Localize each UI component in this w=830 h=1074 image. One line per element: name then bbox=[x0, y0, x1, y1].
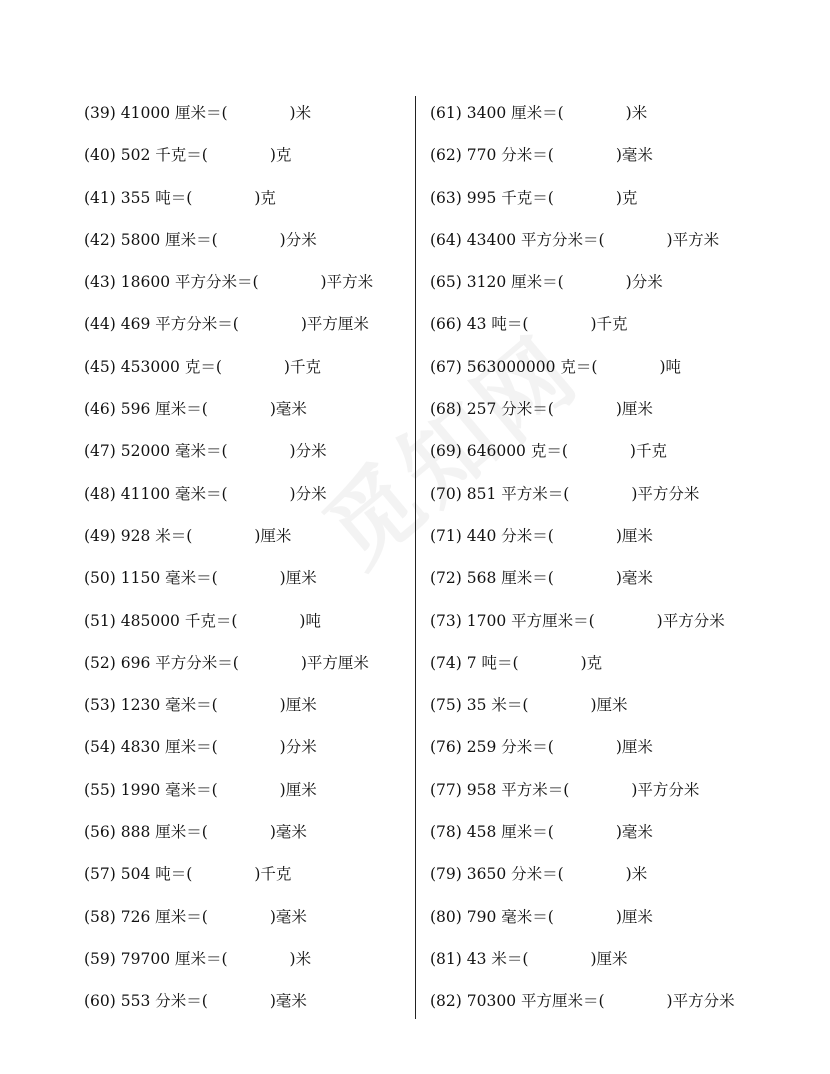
target-unit: 毫米 bbox=[621, 569, 653, 588]
target-unit: 米 bbox=[295, 949, 312, 968]
target-unit: 克 bbox=[586, 653, 603, 672]
exercise-expression: (67) 563000000 克＝( bbox=[430, 357, 598, 376]
target-unit: 平方米 bbox=[672, 230, 720, 249]
exercise-row bbox=[84, 642, 424, 684]
exercise-row bbox=[430, 134, 770, 176]
exercise-expression: (62) 770 分米＝( bbox=[430, 146, 554, 165]
exercise-row bbox=[84, 346, 424, 388]
exercise-row bbox=[84, 177, 424, 219]
target-unit: 厘米 bbox=[621, 400, 653, 419]
exercise-expression: (70) 851 平方米＝( bbox=[430, 484, 570, 503]
exercise-expression: (72) 568 厘米＝( bbox=[430, 569, 554, 588]
exercise-expression: (69) 646000 克＝( bbox=[430, 442, 568, 461]
target-unit: 分米 bbox=[295, 484, 327, 503]
exercise-row bbox=[84, 515, 424, 557]
exercise-row bbox=[430, 303, 770, 345]
target-unit: 分米 bbox=[285, 230, 317, 249]
closing-paren: ) bbox=[615, 188, 622, 207]
closing-paren: ) bbox=[590, 696, 597, 715]
exercise-expression: (49) 928 米＝( bbox=[84, 526, 193, 545]
target-unit: 厘米 bbox=[621, 526, 653, 545]
closing-paren: ) bbox=[279, 569, 286, 588]
closing-paren: ) bbox=[289, 442, 296, 461]
target-unit: 平方分米 bbox=[637, 484, 700, 503]
exercise-expression: (51) 485000 千克＝( bbox=[84, 611, 238, 630]
target-unit: 分米 bbox=[295, 442, 327, 461]
exercise-row bbox=[84, 980, 424, 1022]
closing-paren: ) bbox=[289, 484, 296, 503]
target-unit: 厘米 bbox=[285, 780, 317, 799]
exercise-expression: (76) 259 分米＝( bbox=[430, 738, 554, 757]
closing-paren: ) bbox=[254, 865, 261, 884]
exercise-row bbox=[84, 557, 424, 599]
exercise-expression: (56) 888 厘米＝( bbox=[84, 823, 208, 842]
closing-paren: ) bbox=[625, 865, 632, 884]
exercise-expression: (58) 726 厘米＝( bbox=[84, 907, 208, 926]
exercise-row bbox=[430, 219, 770, 261]
closing-paren: ) bbox=[289, 949, 296, 968]
closing-paren: ) bbox=[659, 357, 666, 376]
closing-paren: ) bbox=[320, 273, 327, 292]
closing-paren: ) bbox=[269, 400, 276, 419]
exercise-expression: (71) 440 分米＝( bbox=[430, 526, 554, 545]
target-unit: 毫米 bbox=[621, 823, 653, 842]
exercise-expression: (75) 35 米＝( bbox=[430, 696, 529, 715]
exercise-expression: (66) 43 吨＝( bbox=[430, 315, 529, 334]
exercise-row bbox=[84, 303, 424, 345]
target-unit: 厘米 bbox=[596, 696, 628, 715]
exercise-row bbox=[430, 600, 770, 642]
target-unit: 毫米 bbox=[275, 823, 307, 842]
closing-paren: ) bbox=[666, 992, 673, 1011]
target-unit: 毫米 bbox=[275, 992, 307, 1011]
target-unit: 分米 bbox=[631, 273, 663, 292]
exercise-expression: (64) 43400 平方分米＝( bbox=[430, 230, 605, 249]
exercise-row bbox=[84, 473, 424, 515]
exercise-row bbox=[84, 388, 424, 430]
exercise-expression: (59) 79700 厘米＝( bbox=[84, 949, 228, 968]
exercise-expression: (73) 1700 平方厘米＝( bbox=[430, 611, 595, 630]
exercise-expression: (57) 504 吨＝( bbox=[84, 865, 193, 884]
exercise-expression: (43) 18600 平方分米＝( bbox=[84, 273, 259, 292]
exercise-row bbox=[430, 261, 770, 303]
exercise-expression: (78) 458 厘米＝( bbox=[430, 823, 554, 842]
exercise-row bbox=[84, 430, 424, 472]
closing-paren: ) bbox=[615, 738, 622, 757]
closing-paren: ) bbox=[269, 146, 276, 165]
closing-paren: ) bbox=[269, 823, 276, 842]
target-unit: 分米 bbox=[285, 738, 317, 757]
closing-paren: ) bbox=[629, 442, 636, 461]
exercise-row bbox=[84, 684, 424, 726]
exercise-row bbox=[430, 515, 770, 557]
exercise-row bbox=[84, 600, 424, 642]
exercise-row bbox=[84, 769, 424, 811]
closing-paren: ) bbox=[615, 146, 622, 165]
exercise-row bbox=[84, 938, 424, 980]
exercise-expression: (48) 41100 毫米＝( bbox=[84, 484, 228, 503]
exercise-row bbox=[430, 557, 770, 599]
closing-paren: ) bbox=[254, 188, 261, 207]
target-unit: 克 bbox=[260, 188, 276, 207]
exercise-row bbox=[430, 473, 770, 515]
exercise-row bbox=[430, 980, 770, 1022]
exercise-row bbox=[84, 92, 424, 134]
exercise-expression: (50) 1150 毫米＝( bbox=[84, 569, 218, 588]
exercise-expression: (45) 453000 克＝( bbox=[84, 357, 222, 376]
exercise-row bbox=[430, 92, 770, 134]
exercise-row bbox=[430, 388, 770, 430]
exercise-expression: (53) 1230 毫米＝( bbox=[84, 696, 218, 715]
exercise-row bbox=[430, 642, 770, 684]
closing-paren: ) bbox=[615, 823, 622, 842]
exercise-expression: (61) 3400 厘米＝( bbox=[430, 104, 564, 122]
target-unit: 平方分米 bbox=[637, 780, 700, 799]
closing-paren: ) bbox=[615, 526, 622, 545]
closing-paren: ) bbox=[279, 738, 286, 757]
target-unit: 厘米 bbox=[621, 738, 653, 757]
closing-paren: ) bbox=[254, 526, 261, 545]
exercise-row bbox=[430, 346, 770, 388]
target-unit: 厘米 bbox=[285, 696, 317, 715]
closing-paren: ) bbox=[283, 357, 290, 376]
target-unit: 吨 bbox=[305, 611, 321, 630]
closing-paren: ) bbox=[631, 780, 638, 799]
exercise-expression: (42) 5800 厘米＝( bbox=[84, 230, 218, 249]
exercise-row bbox=[430, 938, 770, 980]
left-column bbox=[84, 92, 424, 1023]
exercise-row bbox=[84, 726, 424, 768]
closing-paren: ) bbox=[300, 653, 307, 672]
exercise-expression: (74) 7 吨＝( bbox=[430, 653, 519, 672]
exercise-expression: (55) 1990 毫米＝( bbox=[84, 780, 218, 799]
exercise-row bbox=[84, 811, 424, 853]
exercise-row bbox=[430, 853, 770, 895]
target-unit: 平方分米 bbox=[672, 992, 735, 1011]
target-unit: 平方厘米 bbox=[306, 315, 369, 334]
target-unit: 米 bbox=[631, 865, 648, 884]
exercise-expression: (46) 596 厘米＝( bbox=[84, 400, 208, 419]
closing-paren: ) bbox=[279, 780, 286, 799]
target-unit: 厘米 bbox=[285, 569, 317, 588]
target-unit: 千克 bbox=[596, 315, 628, 334]
target-unit: 平方米 bbox=[326, 273, 374, 292]
closing-paren: ) bbox=[269, 907, 276, 926]
exercise-row bbox=[84, 261, 424, 303]
target-unit: 米 bbox=[295, 104, 312, 122]
target-unit: 平方厘米 bbox=[306, 653, 369, 672]
exercise-expression: (40) 502 千克＝( bbox=[84, 146, 208, 165]
target-unit: 吨 bbox=[665, 357, 682, 376]
closing-paren: ) bbox=[580, 653, 587, 672]
exercise-expression: (68) 257 分米＝( bbox=[430, 400, 554, 419]
closing-paren: ) bbox=[269, 992, 276, 1011]
closing-paren: ) bbox=[299, 611, 306, 630]
target-unit: 毫米 bbox=[275, 907, 307, 926]
exercise-expression: (41) 355 吨＝( bbox=[84, 188, 193, 207]
exercise-row bbox=[84, 853, 424, 895]
target-unit: 千克 bbox=[260, 865, 292, 884]
exercise-row bbox=[430, 769, 770, 811]
closing-paren: ) bbox=[279, 230, 286, 249]
exercise-expression: (52) 696 平方分米＝( bbox=[84, 653, 239, 672]
closing-paren: ) bbox=[590, 949, 597, 968]
closing-paren: ) bbox=[625, 104, 632, 122]
exercise-row bbox=[430, 896, 770, 938]
closing-paren: ) bbox=[666, 230, 673, 249]
exercise-row bbox=[430, 430, 770, 472]
target-unit: 平方分米 bbox=[662, 611, 725, 630]
exercise-expression: (60) 553 分米＝( bbox=[84, 992, 208, 1011]
exercise-expression: (63) 995 千克＝( bbox=[430, 188, 554, 207]
closing-paren: ) bbox=[615, 400, 622, 419]
target-unit: 厘米 bbox=[260, 526, 292, 545]
exercise-expression: (65) 3120 厘米＝( bbox=[430, 273, 564, 292]
closing-paren: ) bbox=[615, 569, 622, 588]
closing-paren: ) bbox=[300, 315, 307, 334]
exercise-row bbox=[84, 896, 424, 938]
column-divider bbox=[415, 96, 416, 1019]
exercise-expression: (54) 4830 厘米＝( bbox=[84, 738, 218, 757]
target-unit: 毫米 bbox=[275, 400, 307, 419]
closing-paren: ) bbox=[590, 315, 597, 334]
exercise-expression: (82) 70300 平方厘米＝( bbox=[430, 992, 605, 1011]
target-unit: 厘米 bbox=[596, 949, 628, 968]
right-column bbox=[430, 92, 770, 1023]
target-unit: 毫米 bbox=[621, 146, 653, 165]
exercise-expression: (39) 41000 厘米＝( bbox=[84, 104, 228, 122]
exercise-expression: (44) 469 平方分米＝( bbox=[84, 315, 239, 334]
exercise-row bbox=[430, 177, 770, 219]
exercise-row bbox=[430, 726, 770, 768]
closing-paren: ) bbox=[625, 273, 632, 292]
target-unit: 厘米 bbox=[621, 907, 653, 926]
exercise-expression: (79) 3650 分米＝( bbox=[430, 865, 564, 884]
exercise-expression: (81) 43 米＝( bbox=[430, 949, 529, 968]
exercise-expression: (47) 52000 毫米＝( bbox=[84, 442, 228, 461]
exercise-expression: (80) 790 毫米＝( bbox=[430, 907, 554, 926]
target-unit: 千克 bbox=[635, 442, 667, 461]
target-unit: 米 bbox=[631, 104, 648, 122]
exercise-row bbox=[430, 684, 770, 726]
closing-paren: ) bbox=[656, 611, 663, 630]
exercise-expression: (77) 958 平方米＝( bbox=[430, 780, 570, 799]
exercise-row bbox=[430, 811, 770, 853]
exercise-row bbox=[84, 134, 424, 176]
exercise-row bbox=[84, 219, 424, 261]
target-unit: 千克 bbox=[289, 357, 321, 376]
target-unit: 克 bbox=[621, 188, 638, 207]
closing-paren: ) bbox=[615, 907, 622, 926]
closing-paren: ) bbox=[279, 696, 286, 715]
target-unit: 克 bbox=[275, 146, 292, 165]
closing-paren: ) bbox=[289, 104, 296, 122]
closing-paren: ) bbox=[631, 484, 638, 503]
